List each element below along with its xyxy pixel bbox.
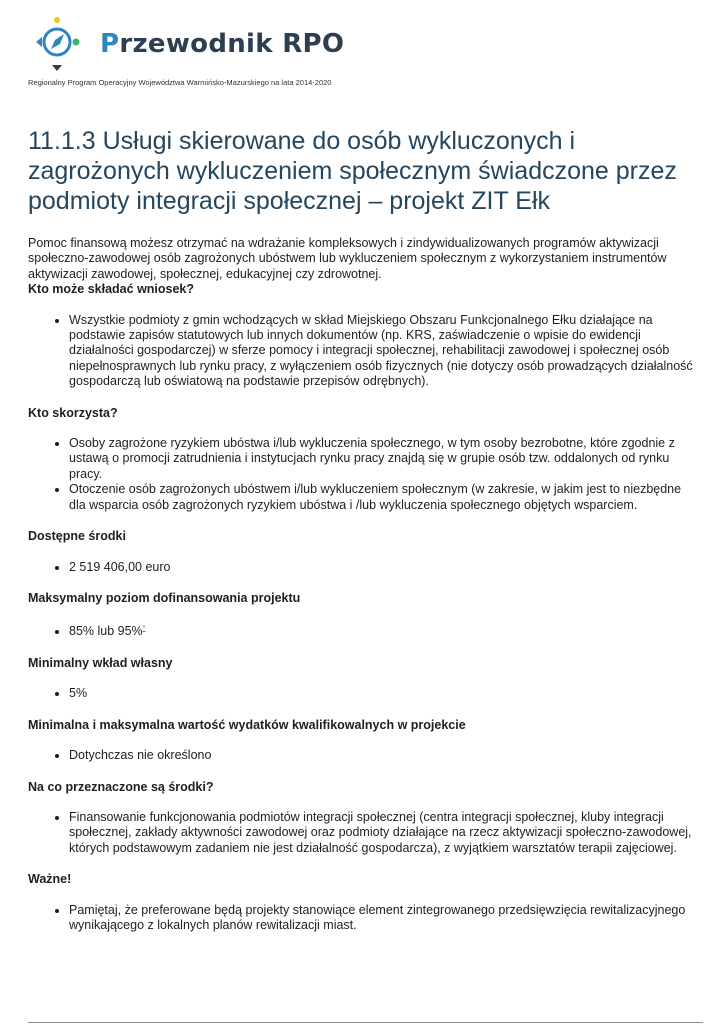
bullet-list [28,313,700,390]
bullet-list [28,810,700,856]
section-heading: Maksymalny poziom dofinansowania projektu [28,590,301,605]
section-heading: Ważne! [28,872,72,887]
section-heading: Na co przeznaczone są środki? [28,779,214,794]
page-title: 11.1.3 Usługi skierowane do osób wykluczonych i zagrożonych wykluczeniem społecznym świadczone przez podmioty integracji społecznej – projekt ZIT Ełk [28,127,677,215]
brand-name [100,29,344,59]
list-item: • Otoczenie osób zagrożonych ubóstwem i/lub wykluczeniem społecznym (w zakresie, w jakim jest to niezbędne dla wsparcia osób zagrożonych ryzykiem ubóstwa i /lub wykluczenia społecznego objętych wsparciem. [69,482,700,513]
header [28,14,708,87]
intro-paragraph: Pomoc finansową możesz otrzymać na wdrażanie kompleksowych i zindywidualizowanych programów aktywizacji społeczno-zawodowej osób zagrożonych ubóstwem lub wykluczeniem społecznym z wykorzystaniem instrumentów aktywizacji zawodowej, społecznej, edukacyjnej czy zdrowotnej. [28,236,667,281]
list-item: • Wszystkie podmioty z gmin wchodzących w skład Miejskiego Obszaru Funkcjonalnego Ełku działające na podstawie zapisów statutowych lub innych dokumentów (np. KRS, zaświadczenie o wpisie do ewidencji działalności gospodarczej) w sferze pomocy i integracji społecznej, rehabilitacji zawodowej i społecznej osób niepełnosprawnych lub rynku pracy, z wyłączeniem osób fizycznych (nie dotyczy osób prowadzących działalność gospodarczą lub oświatową na podstawie przepisów odrębnych). [69,313,700,390]
list-item-text: 85% lub 95% [69,624,143,639]
list-item: • Pamiętaj, że preferowane będą projekty stanowiące element zintegrowanego przedsięwzięcia rewitalizacyjnego wynikającego z lokalnych planów rewitalizacji miast. [69,903,700,934]
bullet-list [28,686,700,701]
list-item: • Finansowanie funkcjonowania podmiotów integracji społecznej (centra integracji społecznej, kluby integracji społecznej, zakłady aktywności zawodowej oraz podmioty działające na rzecz aktywizacji społeczno-zawodowej, których podstawowym zadaniem nie jest działalność gospodarcza), z wyjątkiem warsztatów terapii zajęciowej. [69,810,700,856]
section-heading: Minimalny wkład własny [28,655,173,670]
footnote-link[interactable]: * [142,625,146,633]
section-heading: Kto może składać wniosek? [28,282,195,297]
bullet-list [28,621,700,640]
brand-prefix: P [100,29,120,59]
section-heading: Dostępne środki [28,529,126,544]
footer-divider [28,1022,703,1023]
bullet-list [28,436,700,513]
bullet-list [28,560,700,575]
compass-logo-icon [28,14,90,74]
section-heading: Kto skorzysta? [28,405,118,420]
list-item: • 5% [69,686,700,701]
list-item: • 2 519 406,00 euro [69,560,700,575]
list-item: • Dotychczas nie określono [69,748,700,763]
program-name: Regionalny Program Operacyjny Województwa Warmińsko-Mazurskiego na lata 2014-2020 [28,78,332,87]
section-heading: Minimalna i maksymalna wartość wydatków kwalifikowalnych w projekcie [28,717,466,732]
bullet-list [28,903,700,934]
brand-rest: rzewodnik RPO [119,29,345,59]
list-item [69,621,700,640]
content [28,236,700,933]
bullet-list [28,748,700,763]
list-item: • Osoby zagrożone ryzykiem ubóstwa i/lub wykluczenia społecznego, w tym osoby bezrobotne, które zgodnie z ustawą o promocji zatrudnienia i instytucjach rynku pracy znajdą się w grupie osób tzw. oddalonych od rynku pracy. [69,436,700,482]
